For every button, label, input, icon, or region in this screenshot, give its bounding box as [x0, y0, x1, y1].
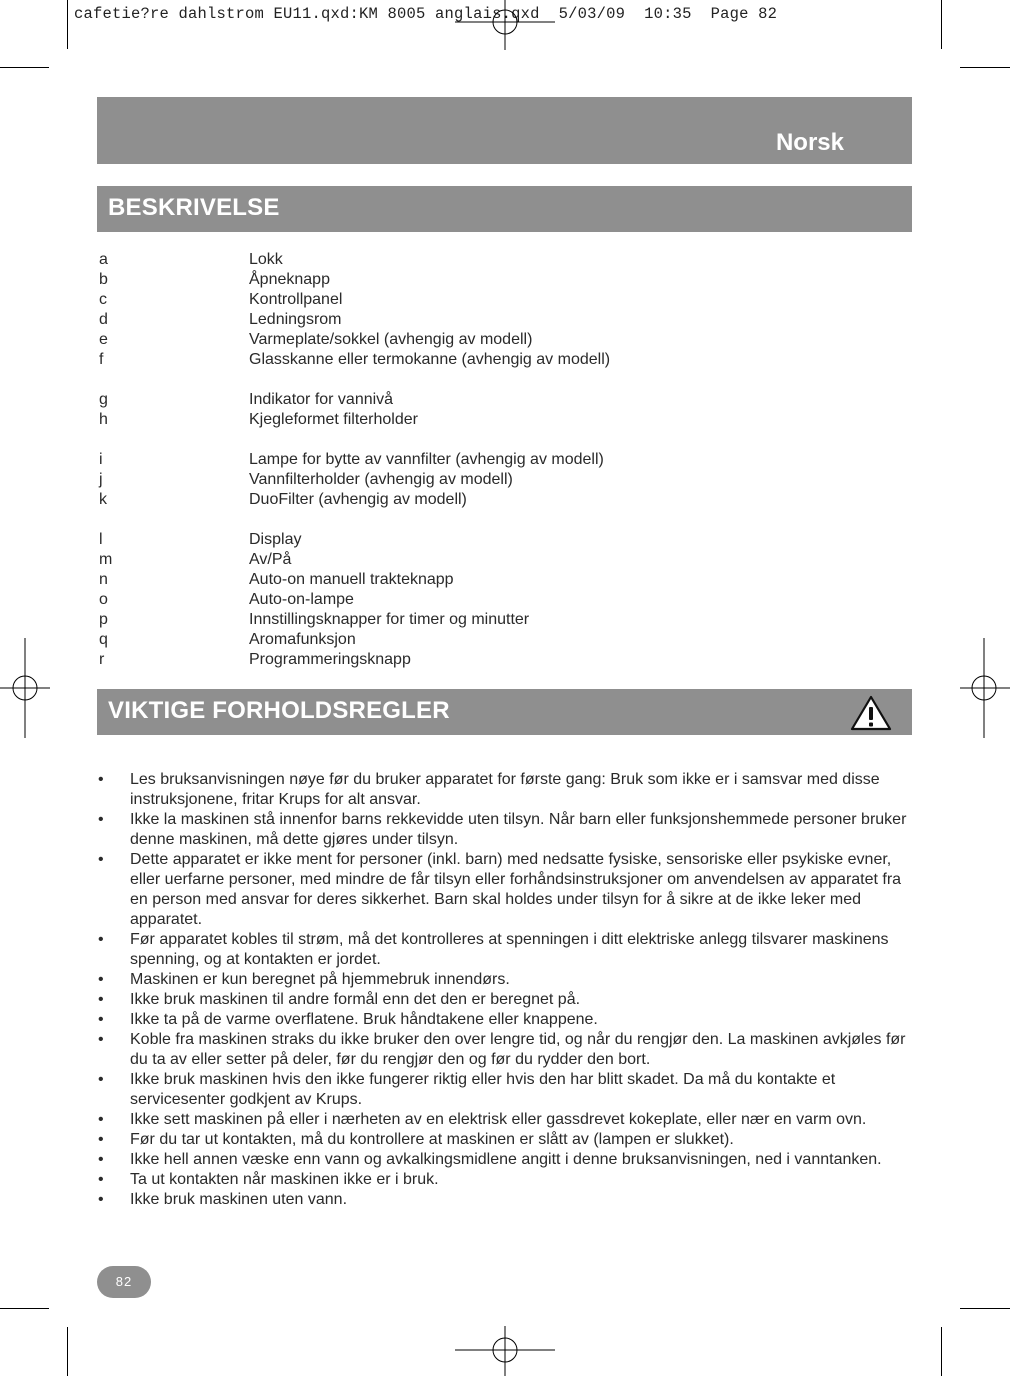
group-spacer	[99, 370, 879, 390]
bullet-icon: •	[98, 811, 104, 828]
precaution-item	[97, 930, 909, 970]
part-label: Kontrollpanel	[249, 291, 343, 308]
precaution-item	[97, 1190, 909, 1210]
part-letter: k	[99, 491, 107, 508]
part-label: Aromafunksjon	[249, 631, 356, 648]
precaution-item	[97, 1170, 909, 1190]
part-label: Auto-on manuell trakteknapp	[249, 571, 454, 588]
precaution-text: Koble fra maskinen straks du ikke bruker den over lengre tid, og når du rengjør den. La maskinen avkjøles før du ta av eller setter på deler, før du rengjør den og før du rydder den bort.	[130, 1031, 906, 1068]
part-label: DuoFilter (avhengig av modell)	[249, 491, 467, 508]
precaution-text: Ikke sett maskinen på eller i nærheten av en elektrisk eller gassdrevet kokeplate, eller nær en varm ovn.	[130, 1111, 867, 1128]
part-item	[99, 310, 879, 330]
precaution-text: Ikke bruk maskinen til andre formål enn det den er beregnet på.	[130, 991, 581, 1008]
crop-mark	[0, 1308, 49, 1309]
part-label: Auto-on-lampe	[249, 591, 354, 608]
part-letter: b	[99, 271, 108, 288]
bullet-icon: •	[98, 1111, 104, 1128]
part-letter: n	[99, 571, 108, 588]
part-label: Indikator for vannivå	[249, 391, 394, 408]
part-item	[99, 590, 879, 610]
precaution-text: Ikke bruk maskinen hvis den ikke fungerer riktig eller hvis den har blitt skadet. Da må du kontakte et servicesenter godkjent av Krups.	[130, 1071, 836, 1108]
part-item	[99, 490, 879, 510]
part-letter: r	[99, 651, 105, 668]
bullet-icon: •	[98, 991, 104, 1008]
part-label: Glasskanne eller termokanne (avhengig av modell)	[249, 351, 611, 368]
precaution-item	[97, 1010, 909, 1030]
part-item	[99, 610, 879, 630]
registration-mark-right	[960, 638, 1010, 738]
parts-list	[99, 250, 879, 670]
part-label: Vannfilterholder (avhengig av modell)	[249, 471, 513, 488]
crop-mark	[941, 1327, 942, 1376]
part-label: Display	[249, 531, 302, 548]
print-slug: cafetie?re dahlstrom EU11.qxd:KM 8005 anglais.qxd 5/03/09 10:35 Page 82	[74, 5, 778, 23]
part-label: Åpneknapp	[249, 271, 330, 288]
part-item	[99, 570, 879, 590]
section-title: BESKRIVELSE	[108, 194, 280, 221]
part-label: Lampe for bytte av vannfilter (avhengig av modell)	[249, 451, 604, 468]
precaution-text: Les bruksanvisningen nøye før du bruker apparatet for første gang: Bruk som ikke er i samsvar med disse instruksjonene, fritar Krups for alt ansvar.	[130, 771, 880, 808]
part-letter: p	[99, 611, 108, 628]
bullet-icon: •	[98, 1171, 104, 1188]
crop-mark	[941, 0, 942, 49]
precaution-item	[97, 770, 909, 810]
precaution-text: Dette apparatet er ikke ment for personer (inkl. barn) med nedsatte fysiske, sensoriske eller psykiske evner, eller uerfarne personer, med mindre de får tilsyn eller forhåndsinstruksjoner om anvendelsen av apparatet fra en person med ansvar for deres sikkerhet. Barn skal holdes under tilsyn for å sikre at de ikke leker med apparatet.	[130, 851, 902, 928]
precaution-text: Maskinen er kun beregnet på hjemmebruk innendørs.	[130, 971, 510, 988]
bullet-icon: •	[98, 1071, 104, 1088]
precaution-item	[97, 970, 909, 990]
part-label: Av/På	[249, 551, 292, 568]
part-letter: f	[99, 351, 104, 368]
part-label: Lokk	[249, 251, 283, 268]
part-item	[99, 650, 879, 670]
part-item	[99, 330, 879, 350]
part-letter: l	[99, 531, 103, 548]
bullet-icon: •	[98, 851, 104, 868]
crop-mark	[67, 1327, 68, 1376]
precaution-text: Ikke la maskinen stå innenfor barns rekkevidde uten tilsyn. Når barn eller funksjonshemmede personer bruker denne maskinen, må dette gjøres under tilsyn.	[130, 811, 907, 848]
bullet-icon: •	[98, 1191, 104, 1208]
part-letter: a	[99, 251, 108, 268]
precautions-list	[97, 770, 909, 1210]
precaution-item	[97, 850, 909, 930]
part-letter: d	[99, 311, 108, 328]
precaution-text: Ta ut kontakten når maskinen ikke er i bruk.	[130, 1171, 439, 1188]
group-spacer	[99, 510, 879, 530]
bullet-icon: •	[98, 971, 104, 988]
group-spacer	[99, 430, 879, 450]
precaution-item	[97, 1070, 909, 1110]
part-item	[99, 530, 879, 550]
precaution-item	[97, 810, 909, 850]
registration-mark-bottom	[455, 1326, 555, 1376]
precaution-text: Før du tar ut kontakten, må du kontrollere at maskinen er slått av (lampen er slukket).	[130, 1131, 734, 1148]
bullet-icon: •	[98, 1151, 104, 1168]
part-label: Ledningsrom	[249, 311, 342, 328]
bullet-icon: •	[98, 1011, 104, 1028]
page-number-badge	[97, 1266, 151, 1298]
precaution-text: Ikke ta på de varme overflatene. Bruk håndtakene eller knappene.	[130, 1011, 598, 1028]
bullet-icon: •	[98, 771, 104, 788]
part-letter: j	[99, 471, 103, 488]
precaution-item	[97, 1030, 909, 1070]
part-item	[99, 290, 879, 310]
part-letter: h	[99, 411, 108, 428]
precaution-item	[97, 990, 909, 1010]
part-label: Kjegleformet filterholder	[249, 411, 418, 428]
part-item	[99, 470, 879, 490]
precaution-item	[97, 1130, 909, 1150]
part-item	[99, 550, 879, 570]
part-label: Innstillingsknapper for timer og minutter	[249, 611, 530, 628]
part-label: Programmeringsknapp	[249, 651, 411, 668]
section-title: VIKTIGE FORHOLDSREGLER	[108, 697, 450, 724]
crop-mark	[960, 67, 1010, 68]
precaution-text: Ikke hell annen væske enn vann og avkalkingsmidlene angitt i denne bruksanvisningen, ned i vanntanken.	[130, 1151, 882, 1168]
part-letter: m	[99, 551, 113, 568]
bullet-icon: •	[98, 931, 104, 948]
part-item	[99, 410, 879, 430]
section-header-viktige	[97, 689, 912, 735]
precaution-text: Ikke bruk maskinen uten vann.	[130, 1191, 348, 1208]
part-letter: o	[99, 591, 108, 608]
part-letter: c	[99, 291, 107, 308]
part-item	[99, 270, 879, 290]
registration-mark-left	[0, 638, 50, 738]
part-letter: q	[99, 631, 108, 648]
page-number: 82	[115, 1274, 133, 1289]
part-item	[99, 250, 879, 270]
language-banner	[97, 97, 912, 164]
part-label: Varmeplate/sokkel (avhengig av modell)	[249, 331, 533, 348]
language-label: Norsk	[775, 129, 844, 156]
crop-mark	[960, 1308, 1010, 1309]
part-item	[99, 630, 879, 650]
precaution-item	[97, 1150, 909, 1170]
part-letter: g	[99, 391, 108, 408]
part-item	[99, 350, 879, 370]
section-header-beskrivelse	[97, 186, 912, 232]
warning-icon	[850, 695, 892, 731]
part-item	[99, 450, 879, 470]
part-letter: i	[99, 451, 103, 468]
bullet-icon: •	[98, 1131, 104, 1148]
precaution-item	[97, 1110, 909, 1130]
part-letter: e	[99, 331, 108, 348]
crop-mark	[0, 67, 49, 68]
precaution-text: Før apparatet kobles til strøm, må det kontrolleres at spenningen i ditt elektriske anlegg tilsvarer maskinens spenning, og at kontakten er jordet.	[130, 931, 889, 968]
part-item	[99, 390, 879, 410]
registration-mark-top	[455, 0, 555, 50]
bullet-icon: •	[98, 1031, 104, 1048]
crop-mark	[67, 0, 68, 49]
